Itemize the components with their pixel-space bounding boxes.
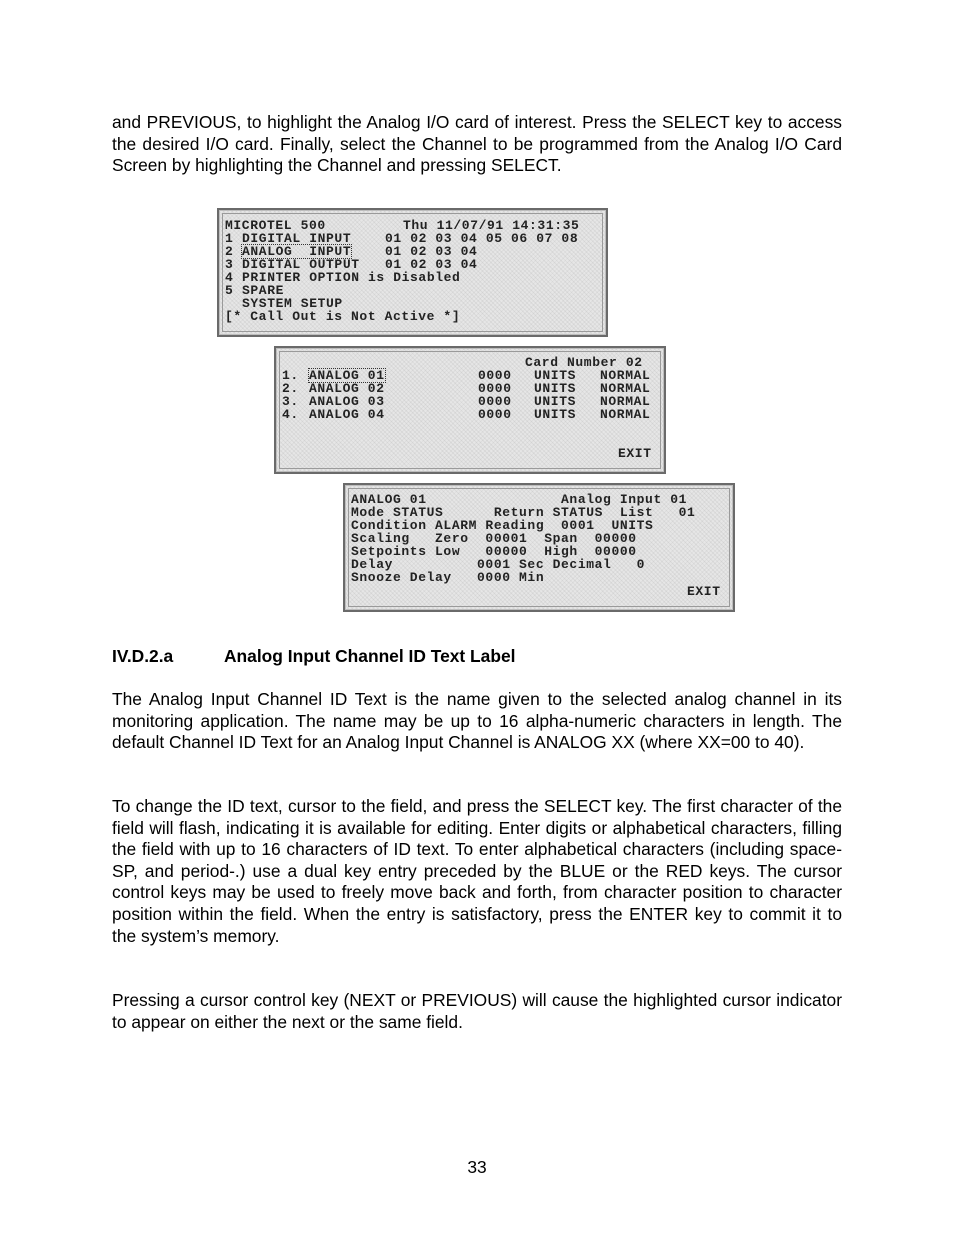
menu-row-label[interactable]: SPARE bbox=[242, 283, 285, 298]
menu-row-values: 01 02 03 04 bbox=[385, 257, 478, 272]
menu-row-values: 01 02 03 04 bbox=[385, 244, 478, 259]
screen-title: MICROTEL 500 bbox=[225, 218, 326, 233]
menu-row-values: 01 02 03 04 05 06 07 08 bbox=[385, 231, 579, 246]
menu-row-number: 1 bbox=[225, 231, 234, 246]
channel-name[interactable]: ANALOG 03 bbox=[309, 394, 385, 409]
channel-number: 1. bbox=[282, 368, 299, 383]
card-number: Card Number 02 bbox=[525, 355, 643, 370]
channel-detail-line: Setpoints Low 00000 High 00000 bbox=[351, 544, 637, 559]
channel-state: NORMAL bbox=[600, 407, 651, 422]
channel-state: NORMAL bbox=[600, 368, 651, 383]
channel-state: NORMAL bbox=[600, 381, 651, 396]
body-paragraph: Pressing a cursor control key (NEXT or PREVIOUS) will cause the highlighted cursor indicator to appear on either the next or the same field. bbox=[112, 990, 842, 1032]
channel-value: 0000 bbox=[478, 407, 512, 422]
channel-detail-line: Snooze Delay 0000 Min bbox=[351, 570, 545, 585]
channel-units: UNITS bbox=[534, 407, 577, 422]
menu-row-number: 3 bbox=[225, 257, 234, 272]
channel-number: 2. bbox=[282, 381, 299, 396]
exit-button[interactable]: EXIT bbox=[618, 446, 652, 461]
channel-detail-line: Condition ALARM Reading 0001 UNITS bbox=[351, 518, 654, 533]
menu-row-label[interactable]: PRINTER OPTION is Disabled bbox=[242, 270, 461, 285]
channel-detail-line: Scaling Zero 00001 Span 00000 bbox=[351, 531, 637, 546]
channel-name-highlighted[interactable]: ANALOG 01 bbox=[309, 368, 385, 383]
channel-detail-line: Delay 0001 Sec Decimal 0 bbox=[351, 557, 646, 572]
channel-detail-line: ANALOG 01 Analog Input 01 bbox=[351, 492, 688, 507]
channel-value: 0000 bbox=[478, 394, 512, 409]
analog-channel-screen bbox=[343, 483, 735, 612]
menu-row-label-highlighted[interactable]: ANALOG INPUT bbox=[242, 244, 352, 259]
section-heading bbox=[112, 646, 515, 667]
body-paragraph: The Analog Input Channel ID Text is the name given to the selected analog channel in its monitoring application. The name may be up to 16 alpha-numeric characters in length. The default Channel ID Text for an Analog Input Channel is ANALOG XX (where XX=00 to 40). bbox=[112, 689, 842, 753]
exit-button[interactable]: EXIT bbox=[687, 584, 721, 599]
channel-name[interactable]: ANALOG 02 bbox=[309, 381, 385, 396]
channel-name[interactable]: ANALOG 04 bbox=[309, 407, 385, 422]
channel-value: 0000 bbox=[478, 368, 512, 383]
callout-status: [* Call Out is Not Active *] bbox=[225, 309, 461, 324]
section-title: Analog Input Channel ID Text Label bbox=[224, 646, 516, 666]
screen-datetime: Thu 11/07/91 14:31:35 bbox=[403, 218, 580, 233]
system-setup-item[interactable]: SYSTEM SETUP bbox=[242, 296, 343, 311]
channel-value: 0000 bbox=[478, 381, 512, 396]
menu-row-number: 2 bbox=[225, 244, 234, 259]
menu-row-label[interactable]: DIGITAL INPUT bbox=[242, 231, 352, 246]
channel-units: UNITS bbox=[534, 368, 577, 383]
body-paragraph: To change the ID text, cursor to the field, and press the SELECT key. The first character of the field will flash, indicating it is available for editing. Enter digits or alphabetical characters, filling the field with up to 16 characters of ID text. To enter alphabetical characters (including space-SP, and period-.) use a dual key entry preceded by the BLUE or the RED keys. The cursor control keys may be used to freely move back and forth, from character position to character position within the field. When the entry is satisfactory, press the ENTER key to commit it to the system’s memory. bbox=[112, 796, 842, 946]
intro-paragraph: and PREVIOUS, to highlight the Analog I/O card of interest. Press the SELECT key to access the desired I/O card. Finally, select the Channel to be programmed from the Analog I/O Card Screen by highlighting the Channel and pressing SELECT. bbox=[112, 112, 842, 176]
channel-detail-line: Mode STATUS Return STATUS List 01 bbox=[351, 505, 696, 520]
main-menu-screen bbox=[217, 208, 608, 337]
analog-card-screen bbox=[274, 346, 666, 474]
menu-row-label[interactable]: DIGITAL OUTPUT bbox=[242, 257, 360, 272]
menu-row-number: 4 bbox=[225, 270, 234, 285]
channel-number: 4. bbox=[282, 407, 299, 422]
menu-row-number: 5 bbox=[225, 283, 234, 298]
channel-number: 3. bbox=[282, 394, 299, 409]
channel-state: NORMAL bbox=[600, 394, 651, 409]
channel-units: UNITS bbox=[534, 394, 577, 409]
section-number: IV.D.2.a bbox=[112, 646, 174, 666]
page-number: 33 bbox=[467, 1157, 487, 1177]
channel-units: UNITS bbox=[534, 381, 577, 396]
